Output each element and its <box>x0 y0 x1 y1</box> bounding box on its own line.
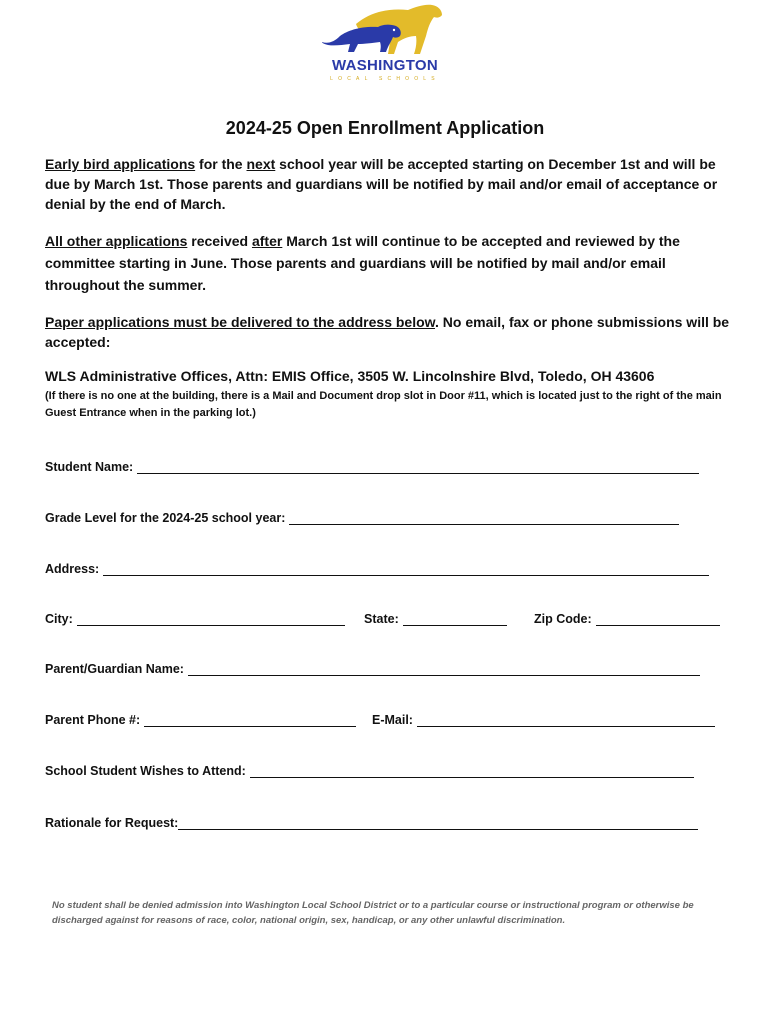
nondiscrimination-statement: No student shall be denied admission into Washington Local School District or to a particular course or instructional program or otherwise be discharged against for reasons of race, color, national origin, sex, handicap, or any other unlawful discrimination. <box>52 900 694 926</box>
early-bird-emphasis: Early bird applications <box>45 156 196 172</box>
student-name-label: Student Name: <box>45 460 134 474</box>
parent-phone-line[interactable] <box>144 712 356 727</box>
after-emphasis: after <box>251 233 283 249</box>
logo-wordmark: WASHINGTON <box>331 57 439 74</box>
grade-level-line[interactable] <box>289 510 679 525</box>
rationale-field[interactable] <box>45 810 698 830</box>
paper-apps-emphasis: Paper applications must be delivered to the address below <box>45 314 436 330</box>
address-field[interactable] <box>45 556 709 576</box>
zip-field[interactable] <box>534 606 720 626</box>
drop-slot-note: (If there is no one at the building, there is a Mail and Document drop slot in Door #11, which is located just to the right of the main Guest Entrance when in the parking lot.) <box>45 390 722 419</box>
school-line[interactable] <box>250 763 694 778</box>
rationale-label: Rationale for Request: <box>45 816 179 830</box>
school-field[interactable] <box>45 758 694 778</box>
parent-phone-label: Parent Phone #: <box>45 713 141 727</box>
delivery-address: WLS Administrative Offices, Attn: EMIS Office, 3505 W. Lincolnshire Blvd, Toledo, OH 43606 <box>45 368 655 384</box>
early-text-2: school year will be accepted starting on December 1st and will be due by March 1st. Those parents and guardians will be notified by mail and/or email of acceptance or denial by the end of March. <box>45 156 718 212</box>
email-line[interactable] <box>417 712 715 727</box>
zip-line[interactable] <box>596 611 720 626</box>
state-line[interactable] <box>403 611 507 626</box>
email-field[interactable] <box>372 707 715 727</box>
district-logo <box>318 2 452 88</box>
school-label: School Student Wishes to Attend: <box>45 764 246 778</box>
state-field[interactable] <box>364 606 507 626</box>
state-label: State: <box>364 612 399 626</box>
address-label: Address: <box>45 562 100 576</box>
page-title: 2024-25 Open Enrollment Application <box>225 118 545 138</box>
city-line[interactable] <box>77 611 345 626</box>
parent-name-line[interactable] <box>188 661 700 676</box>
student-name-field[interactable] <box>45 454 699 474</box>
panther-logo-icon <box>318 2 452 58</box>
early-text-1: for the <box>195 156 247 172</box>
other-apps-emphasis: All other applications <box>45 233 188 249</box>
zip-label: Zip Code: <box>534 612 592 626</box>
paper-text-1: . No email, fax or phone submissions will be accepted: <box>45 314 730 350</box>
other-applications-paragraph <box>45 230 735 296</box>
parent-name-field[interactable] <box>45 656 700 676</box>
rationale-line[interactable] <box>178 815 698 830</box>
logo-subtitle: LOCAL SCHOOLS <box>330 76 440 82</box>
other-text-1: received <box>187 233 252 249</box>
paper-applications-paragraph <box>45 312 735 352</box>
other-text-2: March 1st will continue to be accepted and reviewed by the committee starting in June. Those parents and guardians will be notified by mail and/or email throughout the summer. <box>45 233 680 293</box>
grade-level-field[interactable] <box>45 505 679 525</box>
address-line[interactable] <box>103 561 709 576</box>
city-label: City: <box>45 612 73 626</box>
grade-level-label: Grade Level for the 2024-25 school year: <box>45 511 286 525</box>
parent-phone-field[interactable] <box>45 707 356 727</box>
next-emphasis: next <box>246 156 276 172</box>
email-label: E-Mail: <box>372 713 413 727</box>
early-bird-paragraph <box>45 154 735 214</box>
city-field[interactable] <box>45 606 345 626</box>
parent-name-label: Parent/Guardian Name: <box>45 662 184 676</box>
student-name-line[interactable] <box>137 459 699 474</box>
